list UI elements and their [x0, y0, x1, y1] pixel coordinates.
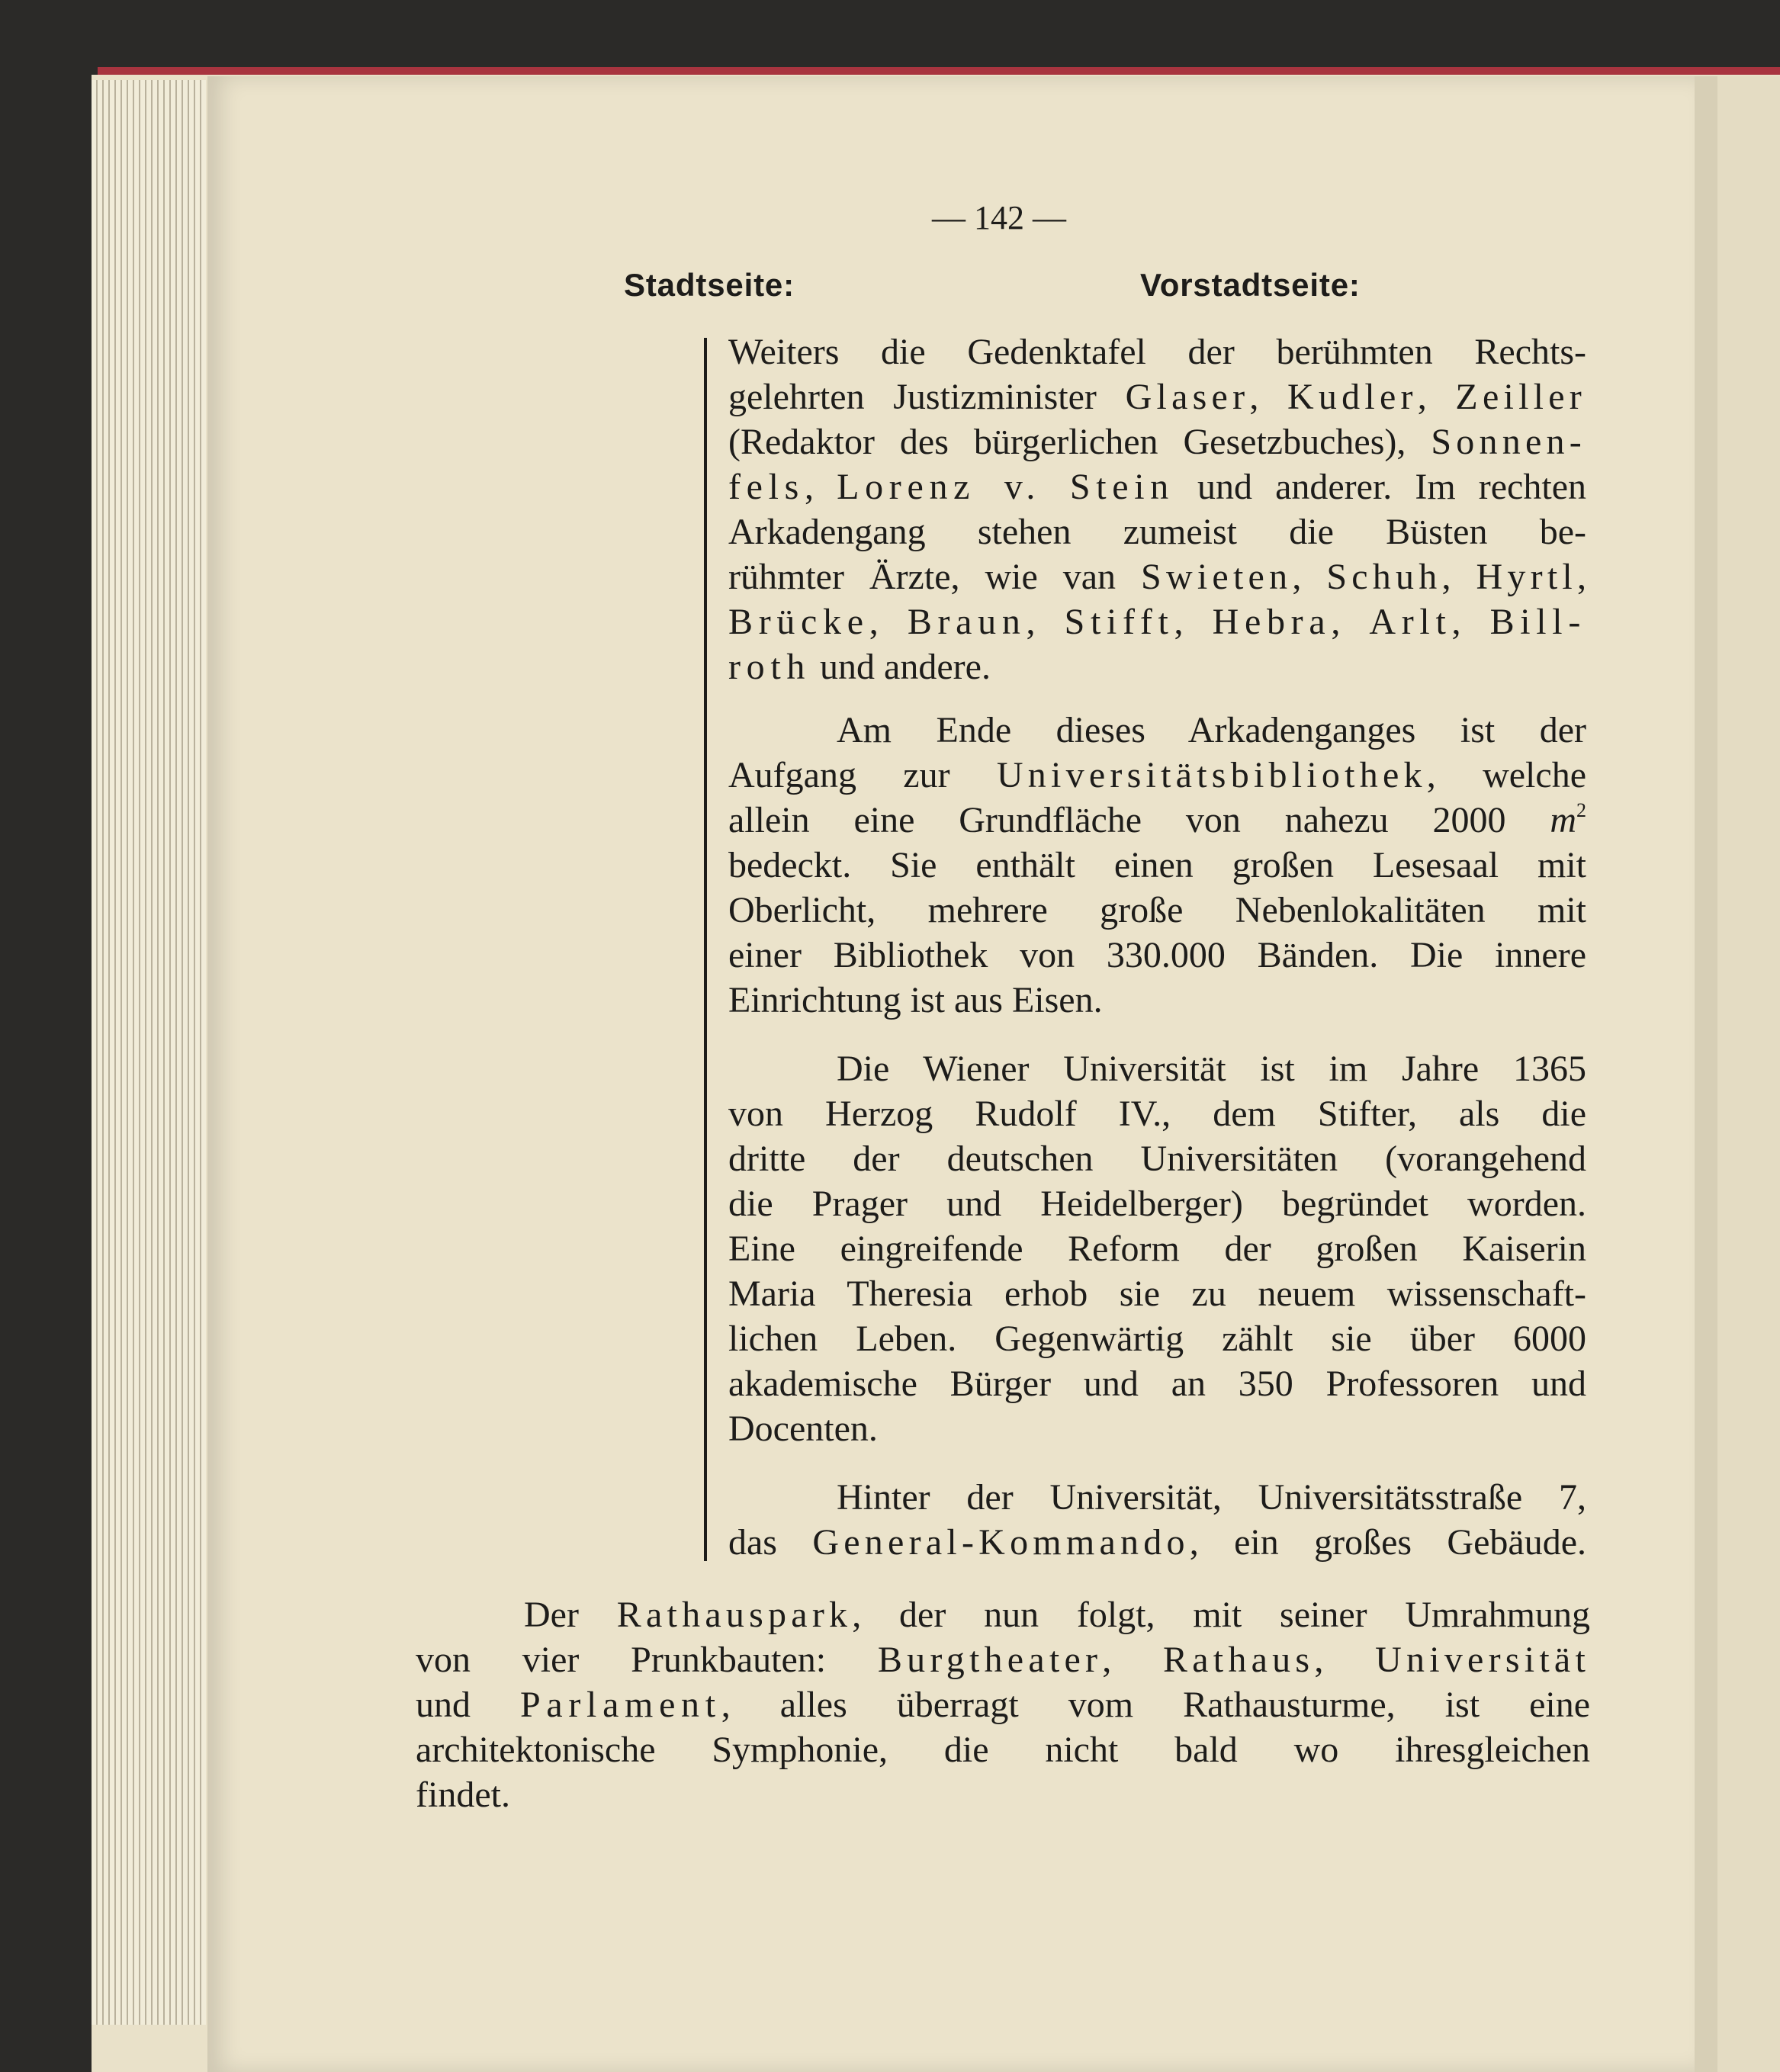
column-divider: [704, 338, 707, 1561]
paragraph-rathauspark: Der Rathauspark, der nun folgt, mit seiner Umrahmung von vier Prunkbauten: Burgtheater, Rathaus, Universität und Parlament, alles überragt vom Rathausturme, ist eine architektonische Symphonie, die nicht bald wo ihresgleichen findet.: [416, 1595, 1591, 1815]
header-vorstadtseite: Vorstadtseite:: [1140, 267, 1361, 303]
next-page-edge: [1717, 76, 1780, 2072]
paragraph-general-kommando: Hinter der Universität, Universitätsstraße 7, das General-Kommando, ein großes Gebäude.: [728, 1477, 1587, 1563]
gutter-shadow: [1695, 76, 1717, 2072]
page-edges-stack: [92, 80, 206, 2025]
paragraph-gedenktafel: Weiters die Gedenktafel der berühmten Rechts- gelehrten Justizminister Glaser, Kudler, Zeiller (Redaktor des bürgerlichen Gesetzbuches), Sonnen- fels, Lorenz v. Stein und anderer. Im rechten Arkadengang stehen zumeist die Büsten be- rühmter Ärzte, wie van Swieten, Schuh, Hyrtl, Brücke, Braun, Stifft, Hebra, Arlt, Bill- roth und andere.: [728, 332, 1587, 687]
paragraph-bibliothek: Am Ende dieses Arkadenganges ist der Aufgang zur Universitätsbibliothek, welche allein eine Grundfläche von nahezu 2000 $m^2$ bedeckt. Sie enthält einen großen Lesesaal mit Oberlicht, mehrere große Nebenlokalitäten mit einer Bibliothek von 330.000 Bänden. Die innere Einrichtung ist aus Eisen.: [728, 710, 1586, 1020]
header-stadtseite: Stadtseite:: [624, 267, 795, 303]
paragraph-universitaet: Die Wiener Universität ist im Jahre 1365 von Herzog Rudolf IV., dem Stifter, als die dritte der deutschen Universitäten (vorangehend die Prager und Heidelberger) begründet worden. Eine eingreifende Reform der großen Kaiserin Maria Theresia erhob sie zu neuem wissenschaft- lichen Leben. Gegenwärtig zählt sie über 6000 akademische Bürger und an 350 Professoren und Docenten.: [728, 1049, 1586, 1449]
page-number: — 142 —: [932, 199, 1066, 236]
